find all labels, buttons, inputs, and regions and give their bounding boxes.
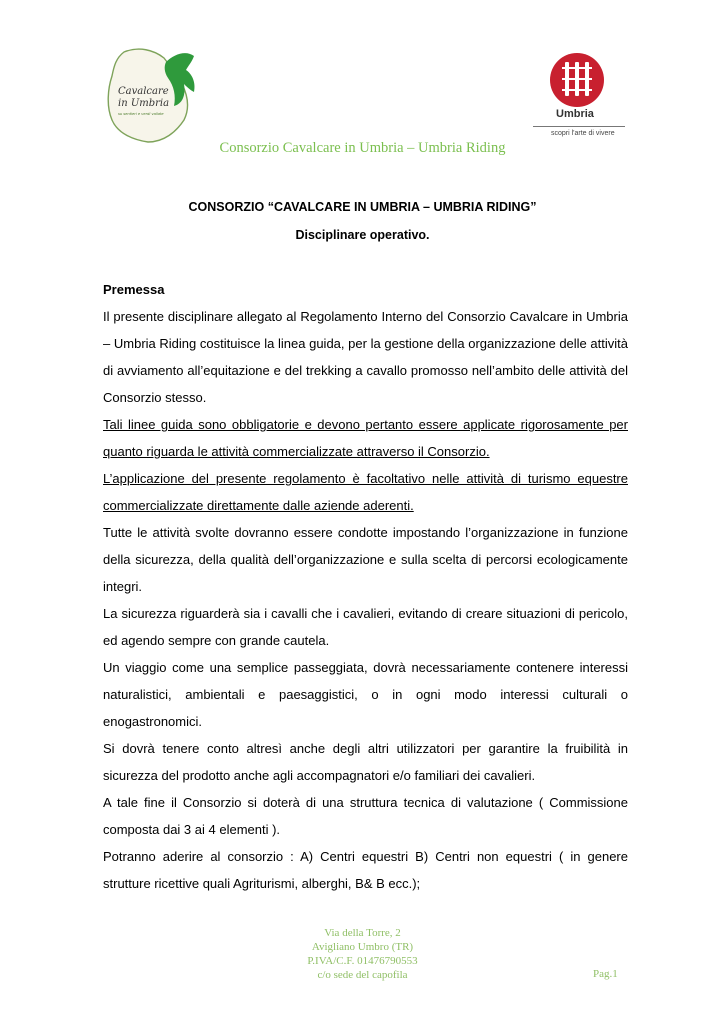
paragraph-9: Potranno aderire al consorzio : A) Centri equestri B) Centri non equestri ( in genere strutture ricettive quali Agriturismi, alberghi, B& B ecc.); bbox=[103, 849, 628, 891]
paragraph-5: La sicurezza riguarderà sia i cavalli che i cavalieri, evitando di creare situazioni di pericolo, ed agendo sempre con grande cautela. bbox=[103, 606, 628, 648]
document-title: CONSORZIO “CAVALCARE IN UMBRIA – UMBRIA RIDING” bbox=[188, 200, 537, 214]
umbria-region-logo bbox=[532, 50, 627, 142]
paragraph-6: Un viaggio come una semplice passeggiata, dovrà necessariamente contenere interessi naturalistici, ambientali e paesaggistici, o in ogni modo interessi culturali o enogastronomici. bbox=[103, 660, 628, 729]
footer-city: Avigliano Umbro (TR) bbox=[311, 941, 414, 953]
header-title: Consorzio Cavalcare in Umbria – Umbria Riding bbox=[219, 140, 506, 156]
page-number: Pag.1 bbox=[593, 968, 618, 980]
umbria-logo-name: Umbria bbox=[556, 108, 594, 120]
umbria-logo-tagline: scopri l'arte di vivere bbox=[551, 130, 615, 137]
cavalcare-in-umbria-logo bbox=[104, 44, 200, 146]
logo-text-line1: Cavalcare bbox=[118, 86, 169, 97]
paragraph-2: Tali linee guida sono obbligatorie e devono pertanto essere applicate rigorosamente per quanto riguarda le attività commercializzate attraverso il Consorzio. bbox=[103, 417, 628, 459]
paragraph-1: Il presente disciplinare allegato al Regolamento Interno del Consorzio Cavalcare in Umbria – Umbria Riding costituisce la linea guida, per la gestione della organizzazione delle attività di avviamento all’equitazione e del trekking a cavallo promosso nell’ambito delle attività del Consorzio stesso. bbox=[103, 309, 628, 405]
paragraph-8: A tale fine il Consorzio si doterà di una struttura tecnica di valutazione ( Commissione composta dai 3 ai 4 elementi ). bbox=[103, 795, 628, 837]
footer-seat: c/o sede del capofila bbox=[317, 969, 408, 981]
logo-tagline: su sentieri e verdi vallate bbox=[118, 112, 164, 116]
section-heading: Premessa bbox=[103, 282, 165, 297]
footer-street: Via della Torre, 2 bbox=[324, 927, 401, 939]
umbria-logo-divider bbox=[533, 126, 625, 127]
document-subtitle: Disciplinare operativo. bbox=[295, 228, 430, 242]
document-body bbox=[103, 276, 628, 897]
paragraph-3: L’applicazione del presente regolamento è facoltativo nelle attività di turismo equestre commercializzate direttamente dalle aziende aderenti. bbox=[103, 471, 628, 513]
footer-vat: P.IVA/C.F. 01476790553 bbox=[307, 955, 418, 967]
paragraph-7: Si dovrà tenere conto altresì anche degli altri utilizzatori per garantire la fruibilità in sicurezza del prodotto anche agli accompagnatori e/o familiari dei cavalieri. bbox=[103, 741, 628, 783]
logo-text-line2: in Umbria bbox=[118, 98, 170, 109]
paragraph-4: Tutte le attività svolte dovranno essere condotte impostando l’organizzazione in funzione della sicurezza, della qualità dell’organizzazione e sulla scelta di percorsi ecologicamente integri. bbox=[103, 525, 628, 594]
